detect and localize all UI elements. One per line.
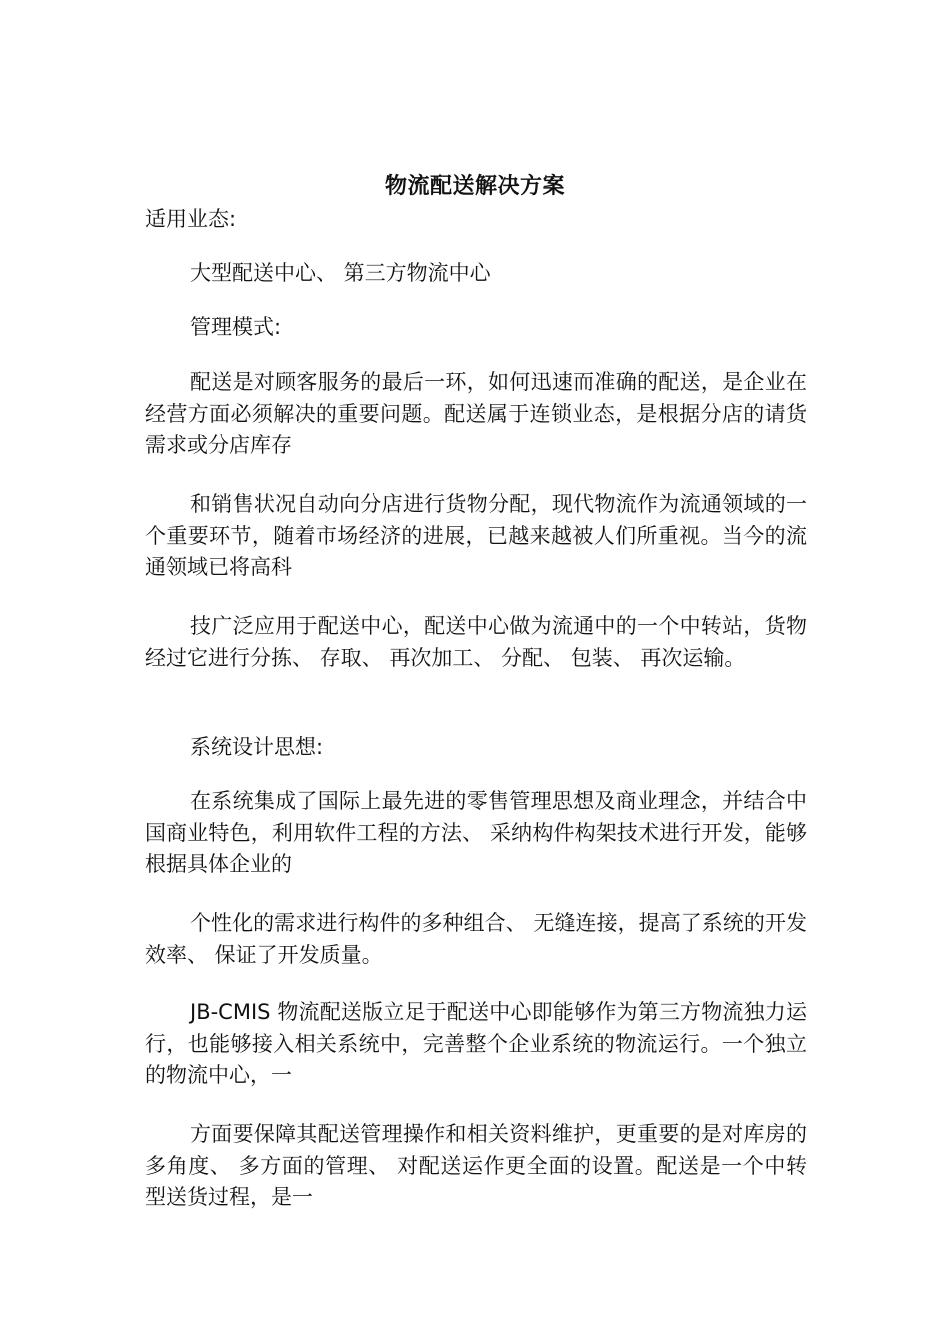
paragraph-modern-logistics: 和销售状况自动向分店进行货物分配，现代物流作为流通领域的一个重要环节，随着市场经济的进展，已越来越被人们所重视。当今的流通领域已将高科 [145, 492, 807, 579]
paragraph-formats-list: 大型配送中心、 第三方物流中心 [190, 261, 491, 285]
paragraph-management-mode-heading: 管理模式: [190, 315, 282, 339]
paragraph-jb-cmis: JB-CMIS 物流配送版立足于配送中心即能够作为第三方物流独力运行，也能够接入相关系统中，完善整个企业系统的物流运行。一个独立的物流中心，一 [145, 1000, 807, 1087]
paragraph-personalized-needs: 个性化的需求进行构件的多种组合、 无缝连接，提高了系统的开发效率、 保证了开发质量。 [145, 911, 807, 967]
document-title: 物流配送解决方案 [384, 174, 565, 199]
paragraph-distribution-center: 技广泛应用于配送中心，配送中心做为流通中的一个中转站，货物经过它进行分拣、 存取、 再次加工、 分配、 包装、 再次运输。 [145, 614, 807, 670]
paragraph-design-idea-heading: 系统设计思想: [190, 735, 324, 759]
paragraph-warehouse-management: 方面要保障其配送管理操作和相关资料维护，更重要的是对库房的多角度、 多方面的管理、 对配送运作更全面的设置。配送是一个中转型送货过程，是一 [145, 1122, 807, 1209]
paragraph-distribution-intro: 配送是对顾客服务的最后一环，如何迅速而准确的配送，是企业在经营方面必须解决的重要问题。配送属于连锁业态，是根据分店的请货需求或分店库存 [145, 370, 807, 457]
paragraph-applicable-formats-heading: 适用业态: [145, 207, 237, 231]
paragraph-system-integration: 在系统集成了国际上最先进的零售管理思想及商业理念，并结合中国商业特色，利用软件工程的方法、 采纳构件构架技术进行开发，能够根据具体企业的 [145, 789, 807, 876]
